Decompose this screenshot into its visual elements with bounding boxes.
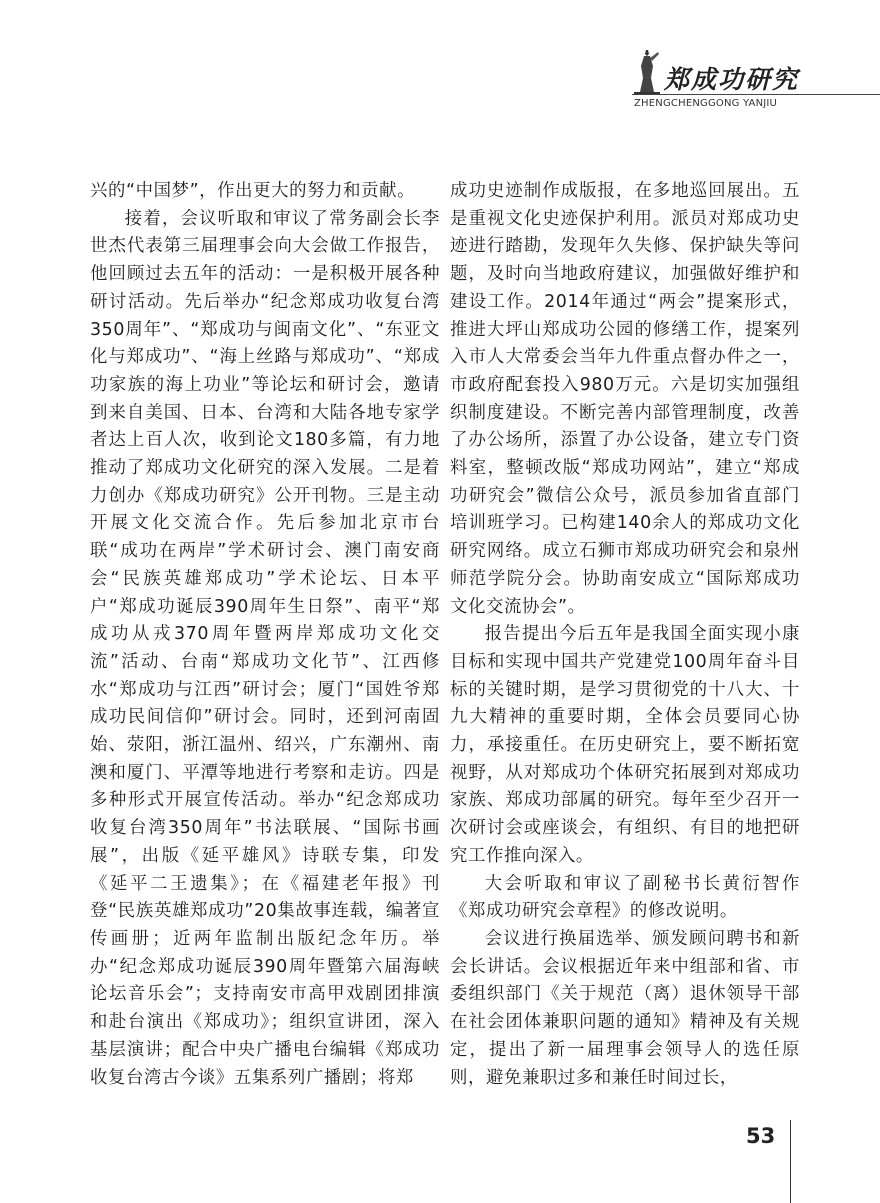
left-column — [90, 178, 440, 1092]
paragraph: 大会听取和审议了副秘书长黄衍智作《郑成功研究会章程》的修改说明。 — [450, 873, 800, 922]
page-number: 53 — [746, 1124, 776, 1148]
paragraph: 报告提出今后五年是我国全面实现小康目标和实现中国共产党建党100周年奋斗目标的关键时期，是学习贯彻党的十八大、十九大精神的重要时期，全体会员要同心协力，承接重任。在历史研究上，要不断拓宽视野，从对郑成功个体研究拓展到对郑成功家族、郑成功部属的研究。每年至少召开一次研讨会或座谈会，有组织、有目的地把研究工作推向深入。 — [450, 624, 800, 866]
statue-icon — [632, 48, 662, 94]
page-number-rule — [790, 1120, 791, 1203]
header-rule — [632, 94, 880, 95]
paragraph: 兴的“中国梦”，作出更大的努力和贡献。 — [90, 181, 416, 201]
journal-subtitle: ZHENGCHENGGONG YANJIU — [634, 98, 778, 109]
journal-title: 郑成功研究 — [664, 65, 800, 94]
paragraph: 接着，会议听取和审议了常务副会长李世杰代表第三届理事会向大会做工作报告，他回顾过去五年的活动：一是积极开展各种研讨活动。先后举办“纪念郑成功收复台湾350周年”、“郑成功与闽南文化”、“东亚文化与郑成功”、“海上丝路与郑成功”、“郑成功家族的海上功业”等论坛和研讨会，邀请到来自美国、日本、台湾和大陆各地专家学者达上百人次，收到论文180多篇，有力地推动了郑成功文化研究的深入发展。二是着力创办《郑成功研究》公开刊物。三是主动开展文化交流合作。先后参加北京市台联“成功在两岸”学术研讨会、澳门南安商会“民族英雄郑成功”学术论坛、日本平户“郑成功诞辰390周年生日祭”、南平“郑成功从戎370周年暨两岸郑成功文化交流”活动、台南“郑成功文化节”、江西修水“郑成功与江西”研讨会；厦门“国姓爷郑成功民间信仰”研讨会。同时，还到河南固始、荥阳，浙江温州、绍兴，广东潮州、南澳和厦门、平潭等地进行考察和走访。四是多种形式开展宣传活动。举办“纪念郑成功收复台湾350周年”书法联展、“国际书画展”，出版《延平雄风》诗联专集，印发《延平二王遗集》；在《福建老年报》刊登“民族英雄郑成功”20集故事连载，编著宣传画册；近两年监制出版纪念年历。举办“纪念郑成功诞辰390周年暨第六届海峡论坛音乐会”；支持南安市高甲戏剧团排演和赴台演出《郑成功》；组织宣讲团，深入基层演讲；配合中央广播电台编辑《郑成功收复台湾古今谈》五集系列广播剧；将郑 — [90, 208, 440, 1088]
paragraph: 会议进行换届选举、颁发顾问聘书和新会长讲话。会议根据近年来中组部和省、市委组织部门《关于规范（离）退休领导干部在社会团体兼职问题的通知》精神及有关规定，提出了新一届理事会领导人的选任原则，避免兼职过多和兼任时间过长， — [450, 928, 800, 1088]
running-header — [600, 40, 880, 110]
paragraph: 成功史迹制作成版报，在多地巡回展出。五是重视文化史迹保护利用。派员对郑成功史迹进行踏勘，发现年久失修、保护缺失等问题，及时向当地政府建议，加强做好维护和建设工作。2014年通过“两会”提案形式，推进大坪山郑成功公园的修缮工作，提案列入市人大常委会当年九件重点督办件之一，市政府配套投入980万元。六是切实加强组织制度建设。不断完善内部管理制度，改善了办公场所，添置了办公设备，建立专门资料室，整顿改版“郑成功网站”，建立“郑成功研究会”微信公众号，派员参加省直部门培训班学习。已构建140余人的郑成功文化研究网络。成立石狮市郑成功研究会和泉州师范学院分会。协助南安成立“国际郑成功文化交流协会”。 — [450, 181, 800, 617]
right-column — [450, 178, 800, 1092]
